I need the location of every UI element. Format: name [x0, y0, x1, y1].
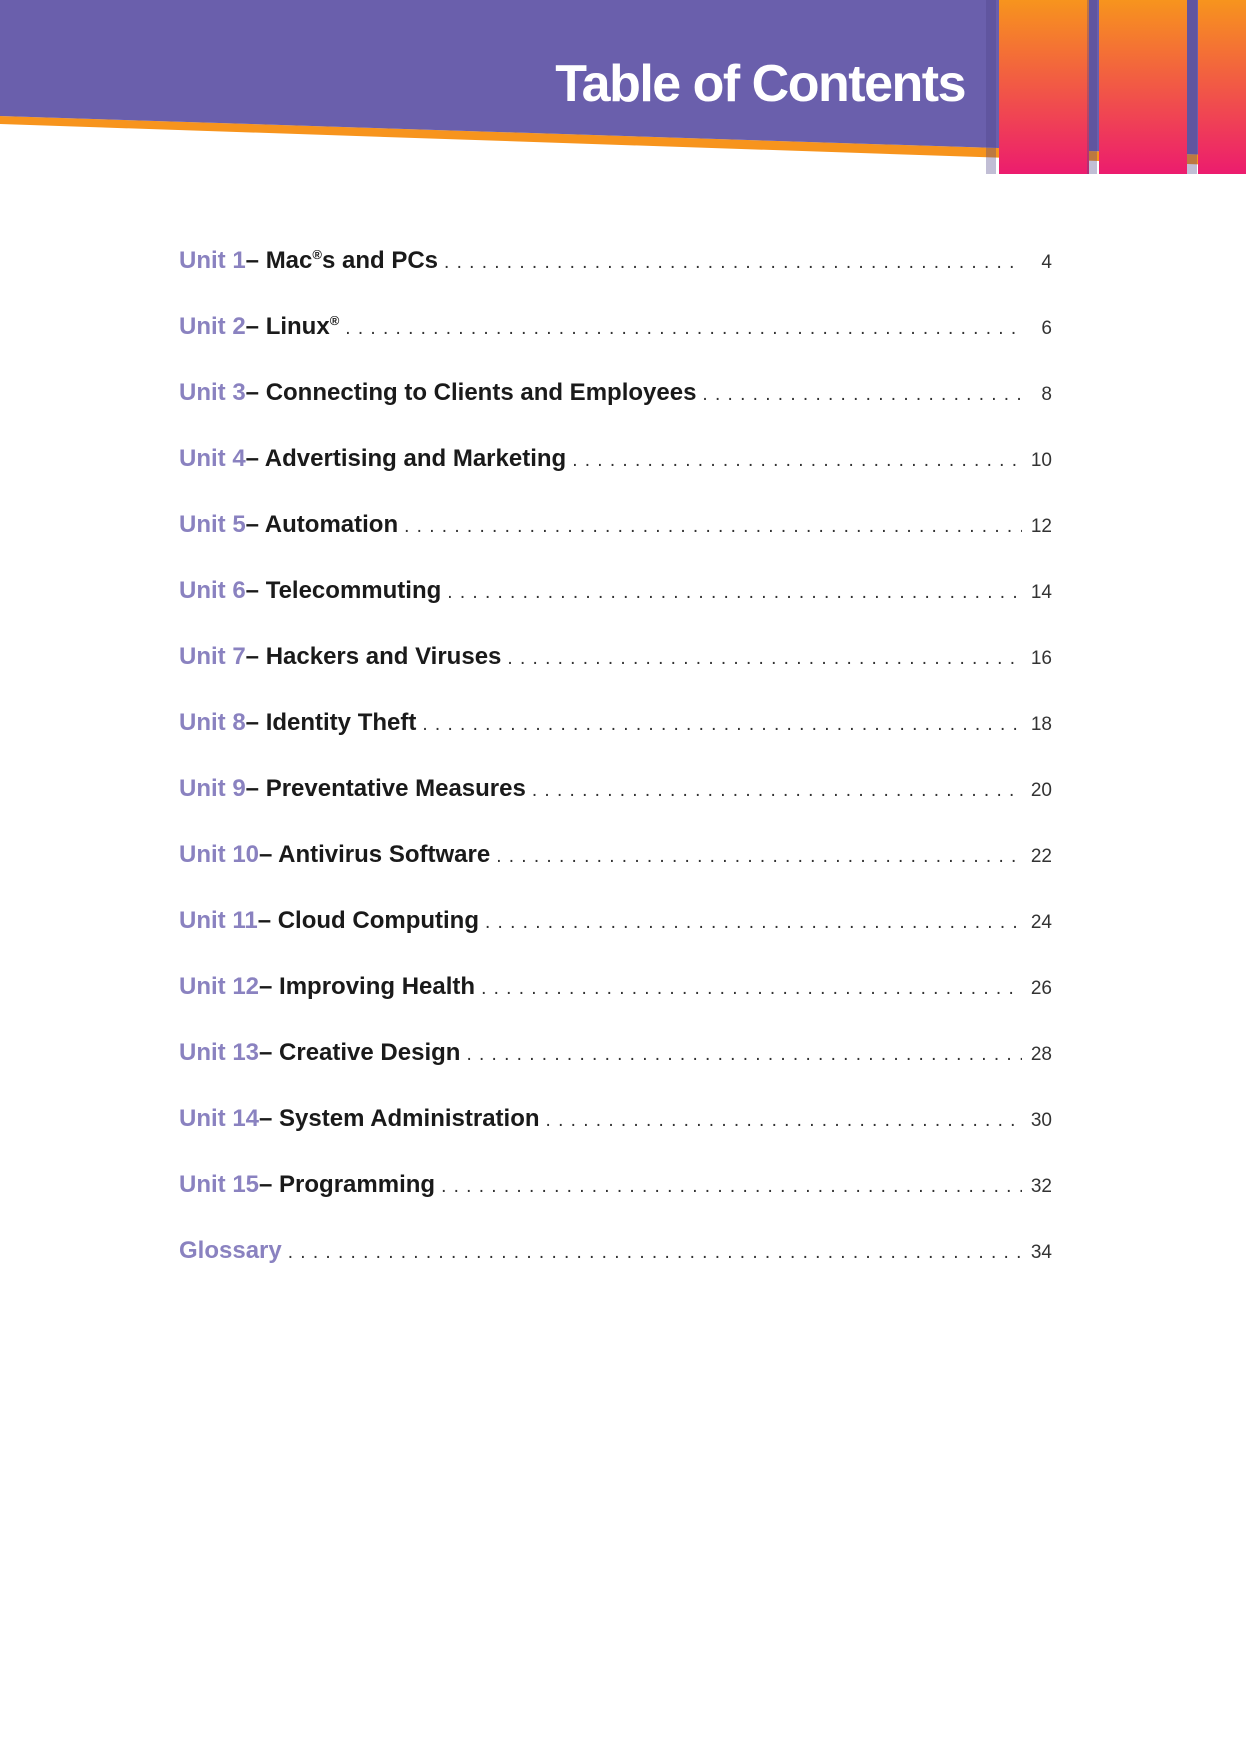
toc-unit-label: Unit 15 — [179, 1171, 260, 1198]
toc-unit-label: Unit 8 — [179, 709, 246, 736]
toc-entry-title: – Programming — [259, 1171, 436, 1198]
toc-list — [179, 247, 1052, 1303]
page-title: Table of Contents — [555, 55, 965, 113]
toc-leader-dots — [441, 1176, 1022, 1198]
toc-entry-title: – Hackers and Viruses — [245, 643, 502, 670]
toc-leader-dots — [485, 912, 1022, 934]
toc-unit-label: Unit 6 — [179, 577, 246, 604]
toc-leader-dots — [466, 1044, 1022, 1066]
toc-page-number: 6 — [1041, 318, 1052, 339]
toc-unit-label: Unit 3 — [179, 379, 246, 406]
toc-entry[interactable] — [179, 1171, 1052, 1237]
toc-entry[interactable] — [179, 973, 1052, 1039]
toc-page-number: 28 — [1030, 1044, 1052, 1065]
toc-page-number: 8 — [1041, 384, 1052, 405]
toc-entry-title: – System Administration — [259, 1105, 540, 1132]
toc-unit-label: Unit 14 — [179, 1105, 260, 1132]
toc-page-number: 10 — [1030, 450, 1052, 471]
toc-leader-dots — [422, 714, 1022, 736]
header-tab — [1087, 0, 1187, 174]
toc-page-number: 4 — [1041, 252, 1052, 273]
header-tab — [986, 0, 1089, 174]
toc-entry-title: – Linux® — [245, 313, 340, 340]
toc-entry[interactable] — [179, 445, 1052, 511]
toc-entry-title: – Connecting to Clients and Employees — [245, 379, 697, 406]
toc-page-number: 32 — [1030, 1176, 1052, 1197]
toc-entry[interactable] — [179, 1237, 1052, 1303]
toc-leader-dots — [546, 1110, 1022, 1132]
toc-leader-dots — [288, 1242, 1022, 1264]
toc-entry[interactable] — [179, 247, 1052, 313]
header-banner — [0, 0, 1246, 200]
toc-entry-title: – Improving Health — [259, 973, 476, 1000]
toc-unit-label: Unit 1 — [179, 247, 246, 274]
toc-leader-dots — [345, 318, 1022, 340]
toc-entry-title: – Identity Theft — [245, 709, 417, 736]
toc-entry[interactable] — [179, 841, 1052, 907]
toc-unit-label: Unit 11 — [179, 907, 258, 934]
toc-unit-label: Unit 5 — [179, 511, 246, 538]
toc-page-number: 14 — [1030, 582, 1052, 603]
toc-page-number: 18 — [1030, 714, 1052, 735]
toc-leader-dots — [702, 384, 1022, 406]
toc-unit-label: Unit 9 — [179, 775, 246, 802]
toc-entry[interactable] — [179, 709, 1052, 775]
toc-unit-label: Unit 2 — [179, 313, 246, 340]
toc-leader-dots — [481, 978, 1022, 1000]
toc-unit-label: Unit 7 — [179, 643, 246, 670]
toc-entry-title: – Automation — [245, 511, 399, 538]
toc-entry[interactable] — [179, 907, 1052, 973]
toc-leader-dots — [444, 252, 1022, 274]
toc-entry[interactable] — [179, 775, 1052, 841]
toc-unit-label: Glossary — [179, 1237, 282, 1264]
toc-leader-dots — [404, 516, 1022, 538]
toc-entry[interactable] — [179, 577, 1052, 643]
toc-entry[interactable] — [179, 313, 1052, 379]
toc-unit-label: Unit 13 — [179, 1039, 260, 1066]
toc-entry-title: – Antivirus Software — [259, 841, 491, 868]
toc-entry[interactable] — [179, 1039, 1052, 1105]
toc-entry[interactable] — [179, 379, 1052, 445]
toc-entry-title: – Advertising and Marketing — [245, 445, 567, 472]
toc-page-number: 20 — [1030, 780, 1052, 801]
toc-leader-dots — [507, 648, 1022, 670]
toc-entry-title: – Mac®s and PCs — [245, 247, 439, 274]
toc-page-number: 34 — [1030, 1242, 1052, 1263]
toc-entry[interactable] — [179, 511, 1052, 577]
header-tab — [1187, 0, 1246, 174]
toc-unit-label: Unit 10 — [179, 841, 260, 868]
toc-page-number: 12 — [1030, 516, 1052, 537]
toc-leader-dots — [447, 582, 1022, 604]
toc-entry-title: – Cloud Computing — [257, 907, 479, 934]
toc-page-number: 24 — [1030, 912, 1052, 933]
toc-page-number: 26 — [1030, 978, 1052, 999]
toc-entry-title: – Telecommuting — [245, 577, 442, 604]
toc-entry-title: – Preventative Measures — [245, 775, 526, 802]
toc-leader-dots — [496, 846, 1022, 868]
toc-entry[interactable] — [179, 643, 1052, 709]
toc-unit-label: Unit 4 — [179, 445, 246, 472]
toc-leader-dots — [572, 450, 1022, 472]
toc-page-number: 22 — [1030, 846, 1052, 867]
toc-entry-title: – Creative Design — [259, 1039, 461, 1066]
toc-page-number: 30 — [1030, 1110, 1052, 1131]
toc-unit-label: Unit 12 — [179, 973, 260, 1000]
toc-entry[interactable] — [179, 1105, 1052, 1171]
toc-page-number: 16 — [1030, 648, 1052, 669]
toc-leader-dots — [532, 780, 1022, 802]
